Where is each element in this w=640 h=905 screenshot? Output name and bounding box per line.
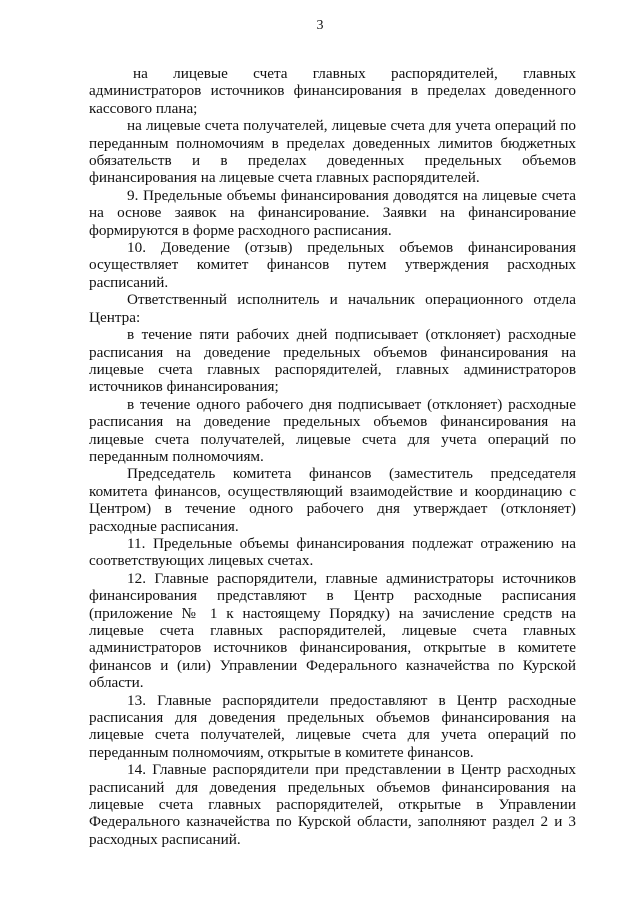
page-number: 3 [316, 18, 324, 33]
paragraph-item-10: 10. Доведение (отзыв) предельных объемов финансирования осуществляет комитет финансов путем утверждения расходных расписаний. [89, 239, 576, 291]
paragraph-item-13: 13. Главные распорядители предоставляют в Центр расходные расписания для доведения предельных объемов финансирования на лицевые счета получателей, лицевые счета для учета операций по переданным полномочиям, открытые в комитете финансов. [89, 691, 576, 761]
paragraph-item-14: 14. Главные распорядители при представлении в Центр расходных расписаний для доведения предельных объемов финансирования на лицевые счета главных распорядителей, открытые в Управлении Федерального казначейства по Курской области, заполняют раздел 2 и 3 расходных расписаний. [89, 761, 576, 848]
paragraph-recipients-accounts: на лицевые счета получателей, лицевые счета для учета операций по переданным полномочиям в пределах доведенных лимитов бюджетных обязательств и в пределах доведенных предельных объемов финансирования на лицевые счета главных распорядителей. [89, 117, 576, 187]
paragraph-five-days: в течение пяти рабочих дней подписывает (отклоняет) расходные расписания на доведение предельных объемов финансирования на лицевые счета главных распорядителей, главных администраторов источников финансирования; [89, 326, 576, 396]
paragraph-item-9: 9. Предельные объемы финансирования доводятся на лицевые счета на основе заявок на финансирование. Заявки на финансирование формируются в форме расходного расписания. [89, 186, 576, 239]
paragraph-item-11: 11. Предельные объемы финансирования подлежат отражению на соответствующих лицевых счетах. [89, 534, 576, 570]
paragraph-one-day: в течение одного рабочего дня подписывает (отклоняет) расходные расписания на доведение предельных объемов финансирования на лицевые счета получателей, лицевые счета для учета операций по переданным полномочиям. [89, 395, 576, 465]
paragraph-responsible-executor: Ответственный исполнитель и начальник операционного отдела Центра: [89, 291, 576, 326]
paragraph-chairman: Председатель комитета финансов (заместитель председателя комитета финансов, осуществляющий взаимодействие и координацию с Центром) в течение одного рабочего дня утверждает (отклоняет) расходные расписания. [89, 465, 576, 535]
document-body [89, 65, 576, 848]
paragraph-item-12: 12. Главные распорядители, главные администраторы источников финансирования представляют в Центр расходные расписания (приложение № 1 к настоящему Порядку) на зачисление средств на лицевые счета главных распорядителей, лицевые счета главных администраторов источников финансирования, открытые в комитете финансов и (или) Управлении Федерального казначейства по Курской области. [89, 569, 576, 692]
paragraph-cash-plan: на лицевые счета главных распорядителей, главных администраторов источников финансирования в пределах доведенного кассового плана; [89, 65, 576, 117]
